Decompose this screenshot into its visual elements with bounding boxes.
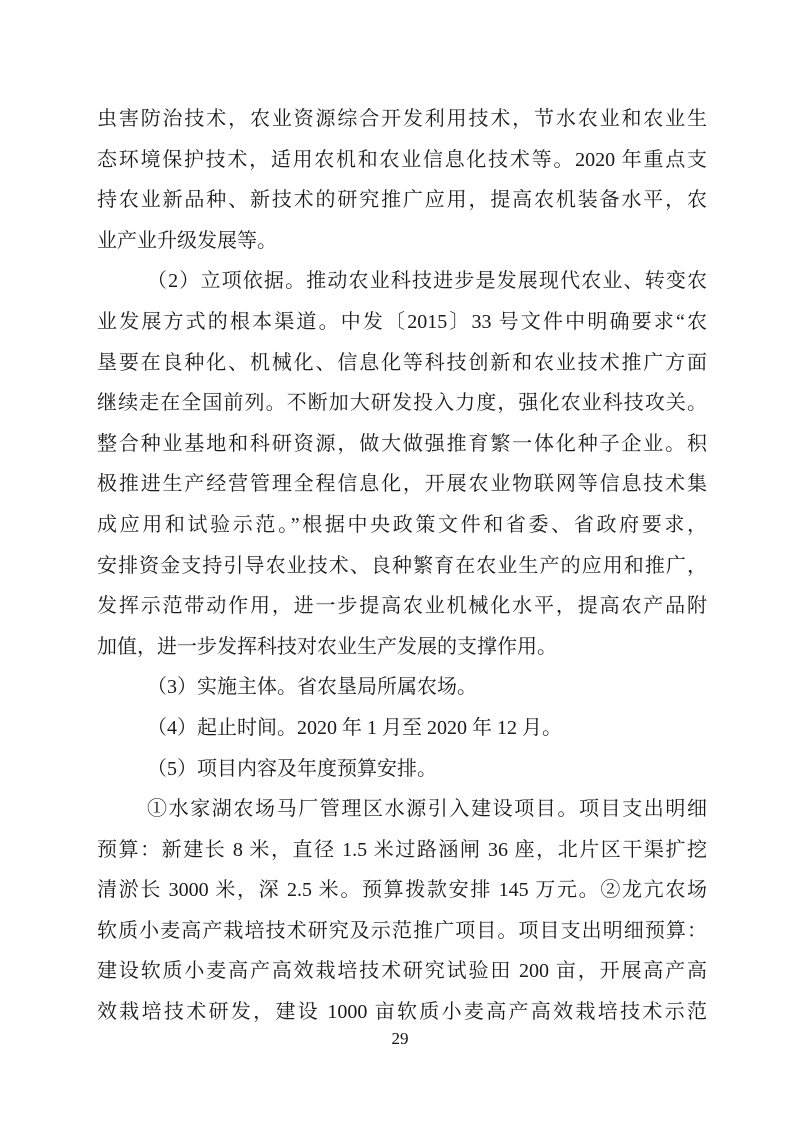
text-line: 持农业新品种、新技术的研究推广应用，提高农机装备水平，农 (97, 189, 707, 212)
text-line: （3）实施主体。省农垦局所属农场。 (147, 676, 477, 699)
text-line: 业发展方式的根本渠道。中发〔2015〕33 号文件中明确要求“农 (97, 310, 707, 333)
text-line: （2）立项依据。推动农业科技进步是发展现代农业、转变农 (147, 270, 707, 293)
text-line: 建设软质小麦高产高效栽培技术研究试验田 200 亩，开展高产高 (97, 960, 707, 983)
text-line: （4）起止时间。2020 年 1 月至 2020 年 12 月。 (147, 716, 562, 739)
document-body (97, 99, 707, 1033)
text-line: ①水家湖农场马厂管理区水源引入建设项目。项目支出明细 (147, 798, 707, 821)
text-line: 安排资金支持引导农业技术、良种繁育在农业生产的应用和推广， (97, 554, 707, 577)
text-line: 虫害防治技术，农业资源综合开发利用技术，节水农业和农业生 (97, 108, 707, 130)
text-line: 预算：新建长 8 米，直径 1.5 米过路涵闸 36 座，北片区干渠扩挖 (97, 838, 707, 861)
text-line: 软质小麦高产栽培技术研究及示范推广项目。项目支出明细预算： (97, 919, 707, 942)
text-line: 业产业升级发展等。 (97, 229, 277, 252)
text-line: 极推进生产经营管理全程信息化，开展农业物联网等信息技术集 (97, 473, 707, 496)
text-line: 加值，进一步发挥科技对农业生产发展的支撑作用。 (97, 635, 557, 658)
text-line: 态环境保护技术，适用农机和农业信息化技术等。2020 年重点支 (97, 148, 707, 171)
page-number: 29 (391, 1029, 409, 1048)
text-line: 整合种业基地和科研资源，做大做强推育繁一体化种子企业。积 (97, 432, 707, 455)
text-line: 发挥示范带动作用，进一步提高农业机械化水平，提高农产品附 (97, 595, 707, 618)
text-line: 成应用和试验示范。”根据中央政策文件和省委、省政府要求， (97, 513, 707, 536)
text-line: 垦要在良种化、机械化、信息化等科技创新和农业技术推广方面 (97, 351, 707, 374)
text-line: （5）项目内容及年度预算安排。 (147, 757, 437, 780)
text-line: 效栽培技术研发，建设 1000 亩软质小麦高产高效栽培技术示范 (97, 1001, 707, 1024)
text-line: 清淤长 3000 米，深 2.5 米。预算拨款安排 145 万元。②龙亢农场 (97, 879, 707, 902)
text-line: 继续走在全国前列。不断加大研发投入力度，强化农业科技攻关。 (97, 392, 707, 415)
